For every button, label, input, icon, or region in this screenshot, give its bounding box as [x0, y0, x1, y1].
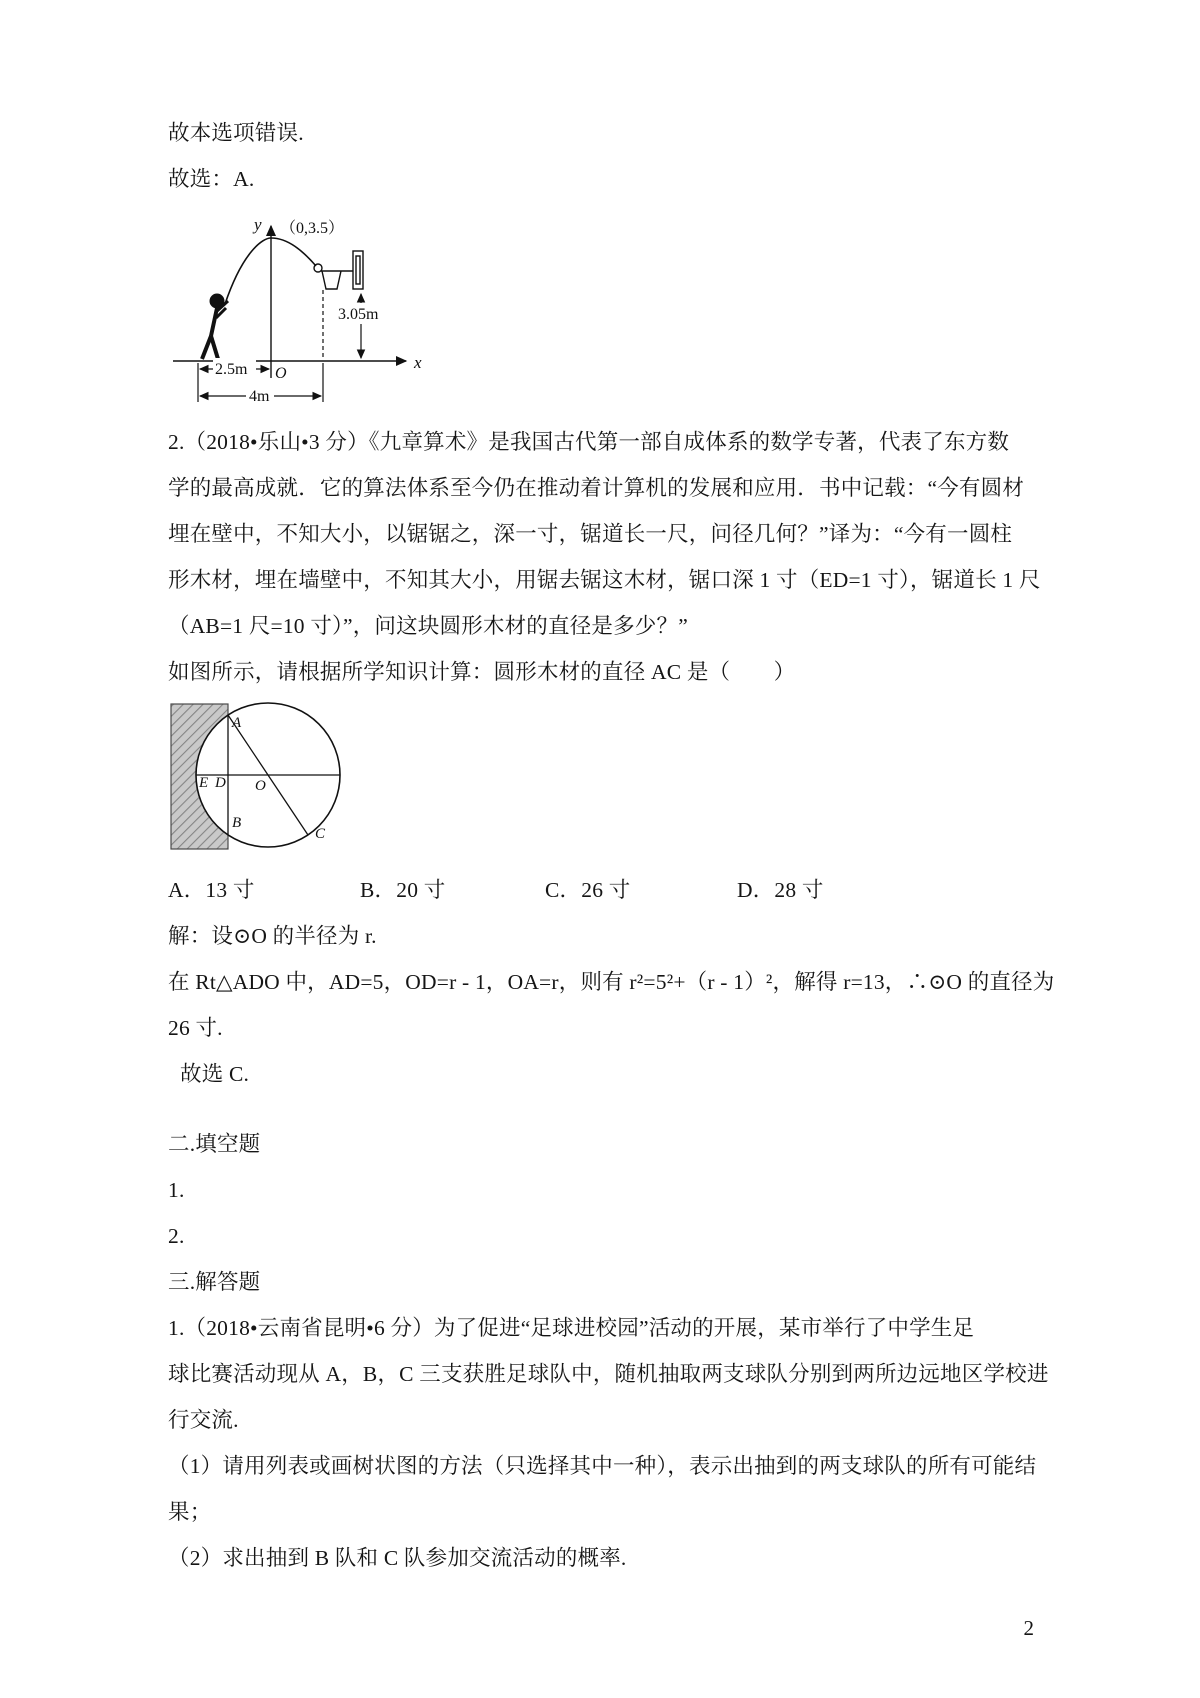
problem-2-line: （AB=1 尺=10 寸）”，问这块圆形木材的直径是多少？”: [168, 614, 688, 638]
problem-2-question: 如图所示，请根据所学知识计算：圆形木材的直径 AC 是（ ）: [168, 660, 796, 684]
height-label: 3.05m: [338, 306, 379, 323]
page-number: 2: [1023, 1616, 1034, 1640]
vertex-label: （0,3.5）: [280, 220, 345, 237]
figure-projectile: [168, 206, 1036, 411]
solution-remark: 故本选项错误.: [168, 121, 304, 145]
problem-2-line: 2.（2018•乐山•3 分）《九章算术》是我国古代第一部自成体系的数学专著，代表了东方数: [168, 430, 1010, 454]
point-O-label: O: [255, 778, 266, 794]
ball-icon: [314, 264, 322, 272]
x-axis-label: x: [414, 353, 422, 372]
point-C-label: C: [315, 826, 326, 842]
figure-labels: [213, 215, 422, 405]
basketball-hoop: [314, 251, 363, 289]
distance-4m-label: 4m: [249, 388, 270, 405]
y-axis-label: y: [254, 215, 262, 234]
content: [168, 110, 1055, 1581]
problem-3-line: 球比赛活动现从 A，B，C 三支获胜足球队中，随机抽取两支球队分别到两所边远地区学校进: [168, 1362, 1049, 1386]
section-title-answer: 三.解答题: [168, 1270, 261, 1294]
circle-diagram: [168, 699, 368, 859]
axes: [173, 226, 406, 378]
solution-2-line: 解：设⊙O 的半径为 r.: [168, 924, 377, 948]
problem-3-line: （1）请用列表或画树状图的方法（只选择其中一种），表示出抽到的两支球队的所有可能结: [168, 1454, 1037, 1478]
problem-3-line: 1.（2018•云南省昆明•6 分）为了促进“足球进校园”活动的开展，某市举行了中学生足: [168, 1316, 975, 1340]
figure-circle-in-wall: [168, 699, 1036, 859]
problem-3-line: 行交流.: [168, 1408, 239, 1432]
distance-2-5m-label: 2.5m: [215, 361, 248, 378]
point-D-label: D: [215, 775, 226, 791]
point-E-label: E: [199, 775, 209, 791]
solution-2-line: 26 寸.: [168, 1016, 223, 1040]
problem-2-line: 形木材，埋在墙壁中，不知其大小，用锯去锯这木材，锯口深 1 寸（ED=1 寸），锯道长 1 尺: [168, 568, 1041, 592]
projectile-graph: [168, 206, 438, 411]
fill-item: 1.: [168, 1178, 185, 1202]
problem-2-line: 埋在壁中，不知大小，以锯锯之，深一寸，锯道长一尺，问径几何？”译为：“今有一圆柱: [168, 522, 1013, 546]
problem-3-line: （2）求出抽到 B 队和 C 队参加交流活动的概率.: [168, 1546, 627, 1570]
problem-3-line: 果；: [168, 1500, 212, 1524]
option-D: D．28 寸: [737, 878, 824, 902]
option-B: B．20 寸: [360, 878, 446, 902]
answer-options: [168, 867, 1036, 913]
option-C: C．26 寸: [545, 878, 631, 902]
answer-line: 故选：A.: [168, 167, 255, 191]
solution-2-line: 在 Rt△ADO 中，AD=5，OD=r - 1，OA=r，则有 r²=5²+（r - 1）²，解得 r=13，∴⊙O 的直径为: [168, 970, 1055, 994]
origin-label: O: [275, 365, 287, 382]
point-A-label: A: [232, 715, 242, 731]
option-A: A．13 寸: [168, 878, 255, 902]
point-B-label: B: [232, 815, 242, 831]
problem-2: [168, 419, 1041, 695]
solution-2-answer: 故选 C.: [180, 1062, 250, 1086]
problem-2-line: 学的最高成就．它的算法体系至今仍在推动着计算机的发展和应用．书中记载：“今有圆材: [168, 476, 1025, 500]
fill-item: 2.: [168, 1224, 185, 1248]
stick-figure-thrower: [202, 295, 228, 360]
section-title-fill-in: 二.填空题: [168, 1132, 261, 1156]
problem-3: [168, 1305, 1049, 1581]
solution-2: [168, 913, 1055, 1097]
